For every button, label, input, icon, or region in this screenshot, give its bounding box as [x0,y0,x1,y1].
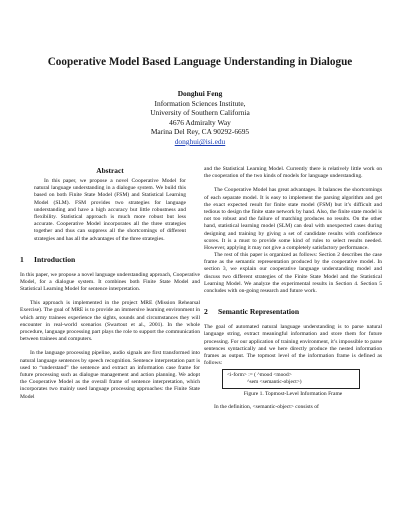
semantic-heading [204,307,382,316]
figure-line: <i-form> := ( ^mood <mood> [227,372,292,379]
abstract-paragraph: In this paper, we propose a novel Cooperative Model for natural language understanding in a dialogue system. We build this based on both Finite State Model (FSM) and Statistical Learning Model (SLM). FSM provides two strategies for language understanding and have a high accuracy but little robustness and flexibility. Statistical approach is much more robust but less accurate. Cooperative Model incorporates all the three strategies together and thus can suppress all the shortcomings of different strategies and has all the advantages of the three strategies. [34,178,186,242]
section-title: Introduction [34,254,76,264]
body-paragraph: and the Statistical Learning Model. Currently there is relatively little work on the cooperation of the two kinds of models for language understanding. [204,166,382,180]
intro-paragraph: In this paper, we propose a novel language understanding approach, Cooperative Model, for a dialogue system. It combines both Finite State Model and Statistical Learning Model for sentence interpretation. [20,271,200,293]
abstract-heading: Abstract [96,166,124,175]
affiliation-line: Marina Del Rey, CA 90292-6695 [150,127,250,137]
left-column [20,166,200,401]
author-block [0,89,400,147]
affiliation-line: 4676 Admiralty Way [169,117,231,127]
affiliation-line: University of Southern California [150,108,250,118]
section-title: Semantic Representation [218,307,300,317]
semantic-paragraph: In the definition, <semantic-object> consists of [214,404,319,411]
author-name: Donghui Feng [177,89,223,98]
body-paragraph: The rest of this paper is organized as follows: Section 2 describes the case frame as the semantic representation produced by the cooperative model. In section 3, we explain our cooperative language understanding model and discuss two different strategies of the Finite State Model and the Statistical Learning Model. We analyze the experimental results in Section 4. Section 5 concludes with on-going research and future work. [204,252,382,294]
affiliation-line: Information Sciences Institute, [154,98,246,108]
abstract-section [20,166,200,243]
section-number: 2 [204,307,208,317]
figure-caption: Figure 1. Topmost-Level Information Frame [243,391,343,398]
author-email-link[interactable]: donghui@isi.edu [174,136,226,146]
introduction-heading [20,255,200,264]
intro-paragraph: In the language processing pipeline, audio signals are first transformed into natural language sentences by speech recognition. Sentence interpretation part is used to “understand” the sentence and extract an information case frame for future processing such as dialogue management and action planning. We adopt the Cooperative Model as the overall frame of sentence interpretation, which incorporates two mainly used language processing approaches: the Finite State Model [20,350,200,400]
intro-paragraph: This approach is implemented in the project MRE (Mission Rehearsal Exercise). The goal of MRE is to provide an immersive learning environment in which army trainees experience the sights, sounds and circumstances they will encounter in real-world scenarios (Swartout et al., 2001). In the whole procedure, language processing part plays the role to support the communication between trainees and computers. [20,300,200,343]
figure-line: ^sem <semantic-object>) [247,379,302,386]
section-number: 1 [20,254,24,264]
semantic-paragraph: The goal of automated natural language understanding is to parse natural language string, extract meaningful information and store them for future processing. For our application of training environment, it’s impossible to parse sentences syntactically and we here directly produce the nested information frames as output. The topmost level of the information frame is defined as follows: [204,324,382,367]
right-column [204,166,382,412]
figure-1-box [222,369,360,389]
body-paragraph: The Cooperative Model has great advantages. It balances the shortcomings of each separate model. It is easy to implement the parsing algorithm and get the exact expected result for finite state model (FSM) but it’s difficult and tedious to design the finite state network by hand. Also, the finite state model is not too robust and the failure of matching produces no results. On the other hand, statistical learning model (SLM) can deal with unexpected cases during designing and training by giving a set of candidate results with confidence scores. It is a must to provide some kind of rules to select results needed. However, applying it may not give a completely satisfactory performance. [204,187,382,251]
paper-title: Cooperative Model Based Language Understanding in Dialogue [47,56,353,68]
